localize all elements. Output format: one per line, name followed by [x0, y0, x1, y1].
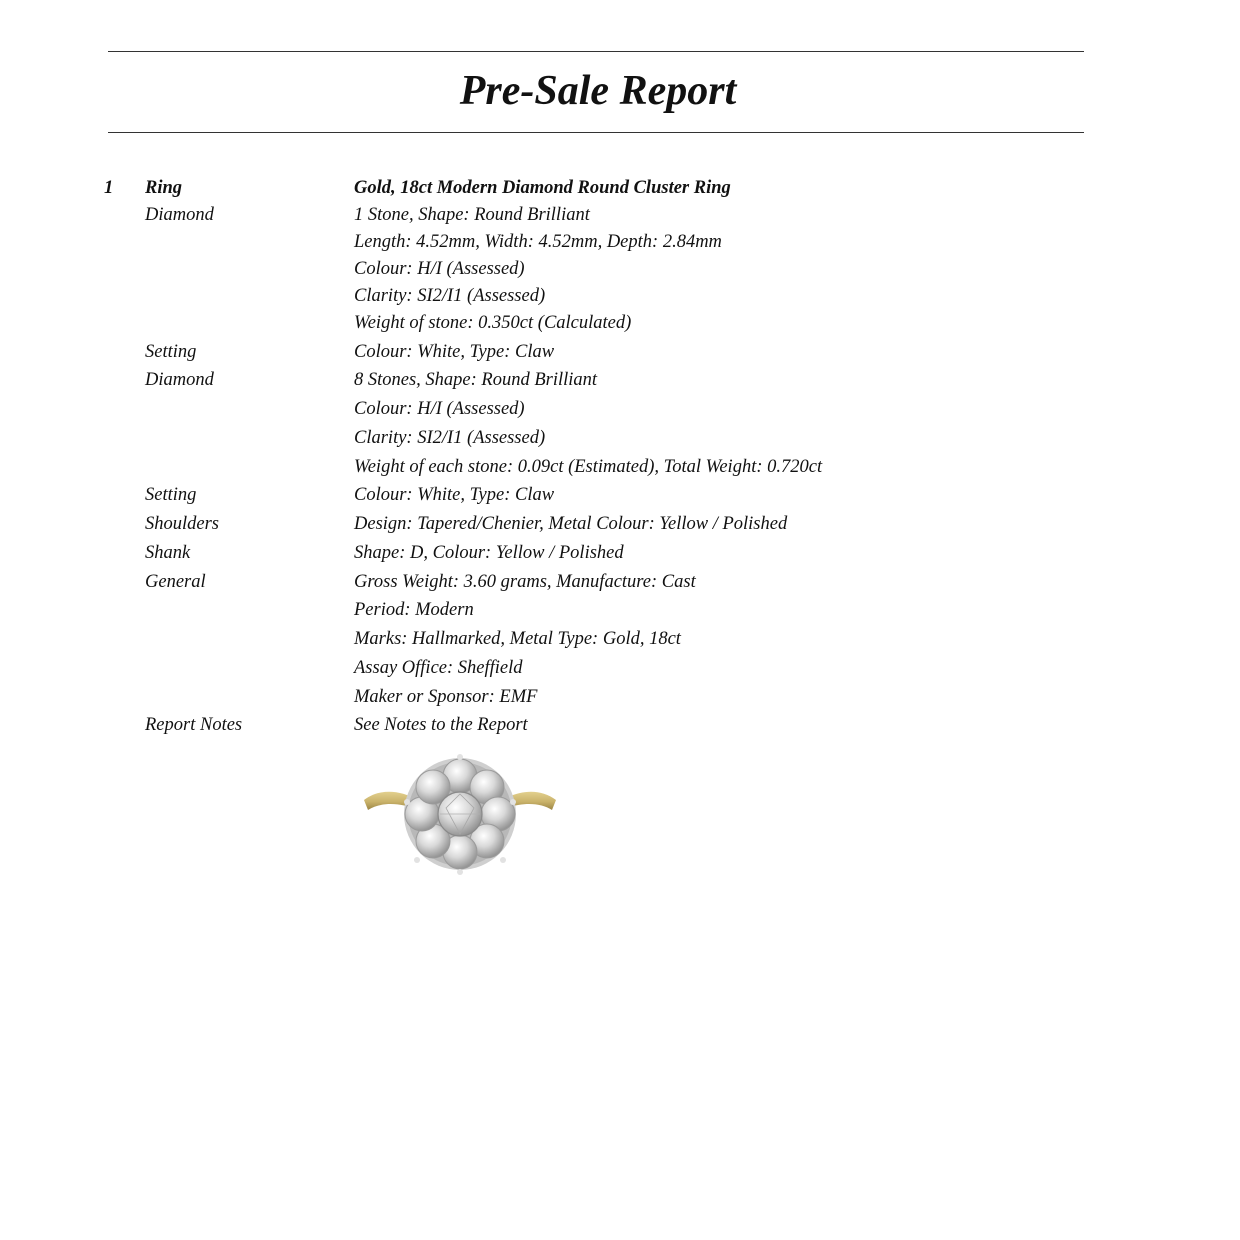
- detail-value: See Notes to the Report: [354, 715, 528, 735]
- detail-value: Colour: White, Type: Claw: [354, 342, 555, 362]
- detail-value: 1 Stone, Shape: Round Brilliant: [354, 205, 590, 225]
- lot-category: Ring: [145, 178, 183, 198]
- diamond-cluster-ring-photo: [360, 748, 560, 884]
- detail-value: Gross Weight: 3.60 grams, Manufacture: Cast: [354, 572, 696, 592]
- lot-number: 1: [104, 178, 114, 198]
- report-title: Pre-Sale Report: [459, 68, 737, 114]
- detail-value: Design: Tapered/Chenier, Metal Colour: Yellow / Polished: [354, 514, 788, 534]
- detail-label: Diamond: [145, 370, 214, 390]
- detail-value: Assay Office: Sheffield: [354, 658, 523, 678]
- detail-value: Length: 4.52mm, Width: 4.52mm, Depth: 2.84mm: [354, 232, 722, 252]
- detail-label: Report Notes: [145, 715, 243, 735]
- bottom-rule: [108, 132, 1084, 133]
- top-rule: [108, 51, 1084, 52]
- detail-value: Weight of each stone: 0.09ct (Estimated), Total Weight: 0.720ct: [354, 457, 823, 477]
- lot-description: Gold, 18ct Modern Diamond Round Cluster Ring: [354, 178, 731, 198]
- detail-value: 8 Stones, Shape: Round Brilliant: [354, 370, 598, 390]
- detail-value: Clarity: SI2/I1 (Assessed): [354, 286, 546, 306]
- detail-label: Shoulders: [145, 514, 219, 534]
- detail-value: Period: Modern: [354, 600, 474, 620]
- detail-label: Shank: [145, 543, 191, 563]
- detail-value: Colour: H/I (Assessed): [354, 399, 525, 419]
- detail-value: Clarity: SI2/I1 (Assessed): [354, 428, 546, 448]
- detail-value: Maker or Sponsor: EMF: [354, 687, 538, 707]
- detail-value: Weight of stone: 0.350ct (Calculated): [354, 313, 632, 333]
- detail-label: Diamond: [145, 205, 214, 225]
- detail-value: Marks: Hallmarked, Metal Type: Gold, 18ct: [354, 629, 681, 649]
- detail-value: Colour: White, Type: Claw: [354, 485, 555, 505]
- detail-value: Shape: D, Colour: Yellow / Polished: [354, 543, 624, 563]
- detail-label: Setting: [145, 342, 197, 362]
- detail-value: Colour: H/I (Assessed): [354, 259, 525, 279]
- detail-label: General: [145, 572, 206, 592]
- detail-label: Setting: [145, 485, 197, 505]
